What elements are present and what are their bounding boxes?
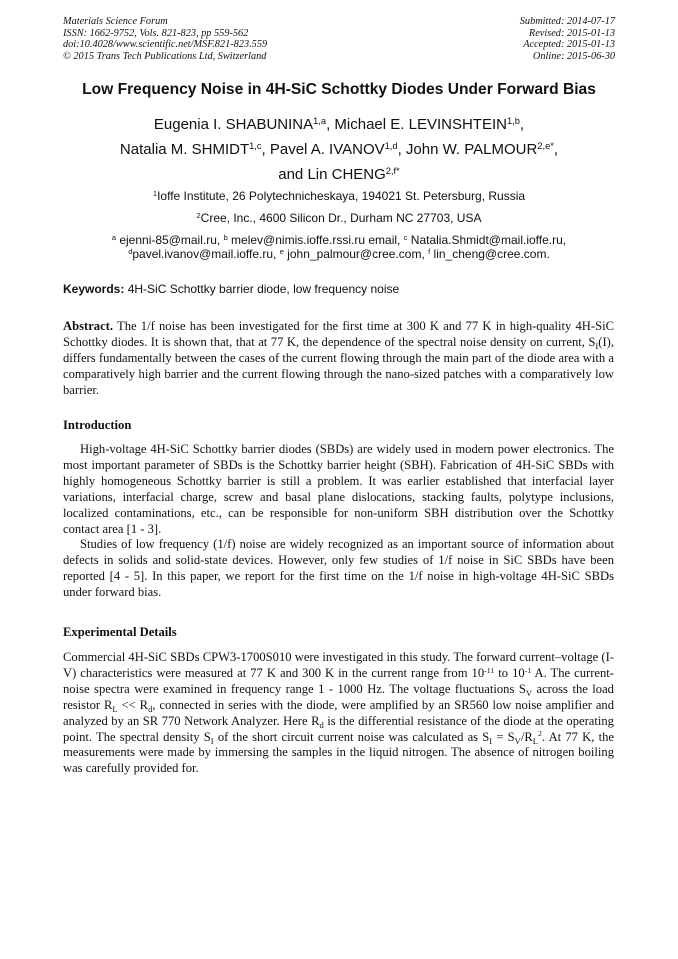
abstract — [63, 319, 614, 399]
author-line-1 — [0, 112, 678, 137]
experimental-body — [63, 650, 614, 777]
exp-text: A. The current-noise spectra were examined in frequency range 1 - 1000 Hz. The voltage fluctuations S — [63, 665, 614, 696]
email-link[interactable]: lin_cheng@cree.com. — [430, 247, 550, 261]
email-sup: c — [403, 232, 408, 242]
author-sup: 1,b — [506, 115, 520, 126]
email-link[interactable]: Natalia.Shmidt@mail.ioffe.ru, — [407, 233, 567, 247]
email-link[interactable]: ejenni-85@mail.ru, — [116, 233, 224, 247]
author-name: Lin CHENG — [307, 166, 386, 183]
exp-sub: V — [514, 735, 521, 746]
intro-paragraph-1: High-voltage 4H-SiC Schottky barrier diodes (SBDs) are widely used in modern power electronics. The most important parameter of SBDs is the Schottky barrier height (SBH). Fabrication of 4H-SiC SBDs with highly homogeneous Schottky barrier is still a problem. It was earlier established that interfacial layer variations, interfacial charge, screw and basal plane dislocations, stacking faults, polytype inclusions, localized contaminations, etc., can be responsible for non-uniform SBH distribution over the Schottky contact area [1 - 3]. — [63, 442, 614, 536]
exp-sub: L — [112, 703, 118, 714]
author-sep: , — [261, 141, 270, 158]
exp-sub: V — [525, 687, 533, 698]
email-link[interactable]: melev@nimis.ioffe.rssi.ru email, — [227, 233, 404, 247]
journal-name: Materials Science Forum — [63, 16, 168, 27]
keywords-text: 4H-SiC Schottky barrier diode, low frequency noise — [124, 282, 400, 296]
abstract-text: (I), differs fundamentally between the cases of the current flowing through the main part of the diode area with a comparatively high barrier and the current flowing through the nano-sized patches with a comparatively low barrier. — [63, 334, 614, 397]
exp-text: across the load resistor R — [63, 681, 614, 712]
affiliation-sup: 2 — [196, 210, 201, 220]
affiliation-text: Ioffe Institute, 26 Polytechnicheskaya, 194021 St. Petersburg, Russia — [157, 189, 526, 203]
author-sup: 1,d — [384, 140, 398, 151]
abstract-sub: I — [595, 340, 599, 351]
intro-body — [63, 442, 614, 601]
abstract-label: Abstract. — [63, 319, 114, 333]
email-sup: f — [428, 246, 431, 256]
intro-heading: Introduction — [63, 418, 132, 432]
author-sup: 1,a — [313, 115, 327, 126]
exp-text: is the differential resistance of the diode at the operating point. The spectral density S — [63, 713, 614, 744]
author-name: Pavel A. IVANOV — [269, 141, 385, 158]
author-prefix: and — [278, 166, 308, 183]
exp-text: to 10 — [494, 665, 525, 680]
author-line-2 — [0, 137, 678, 162]
email-link[interactable]: john_palmour@cree.com, — [283, 247, 429, 261]
author-sep: , — [519, 116, 525, 133]
affiliation-2 — [0, 211, 678, 226]
exp-sub: d — [148, 703, 153, 714]
exp-text: << R — [117, 697, 149, 712]
author-sup: 1,c — [249, 140, 262, 151]
email-sup: b — [223, 232, 228, 242]
doi-line: doi:10.4028/www.scientific.net/MSF.821-823.559 — [63, 39, 268, 51]
exp-text: Commercial 4H-SiC SBDs CPW3-1700S010 were investigated in this study. The forward current–voltage (I-V) characteristics were measured at 77 K and 300 K in the current range from 10 — [63, 650, 614, 680]
email-link[interactable]: pavel.ivanov@mail.ioffe.ru, — [132, 247, 280, 261]
author-name: Eugenia I. SHABUNINA — [153, 116, 314, 133]
dates-info — [520, 16, 615, 62]
issn-line: ISSN: 1662-9752, Vols. 821-823, pp 559-562 — [63, 27, 249, 39]
online-date: Online: 2015-06-30 — [532, 50, 615, 62]
copyright-line: © 2015 Trans Tech Publications Ltd, Switzerland — [63, 50, 267, 62]
author-sep: , — [397, 141, 406, 158]
author-sup: 2,f* — [385, 165, 400, 176]
author-line-3 — [0, 162, 678, 187]
exp-sub: I — [489, 735, 493, 746]
exp-text: . At 77 K, the measurements were made by immersing the samples in the liquid nitrogen. The absence of nitrogen boiling was carefully provided for. — [63, 729, 615, 776]
exp-sub: I — [210, 735, 214, 746]
keywords-label: Keywords: — [63, 282, 125, 296]
experimental-heading: Experimental Details — [63, 625, 177, 639]
affiliation-sup: 1 — [152, 188, 158, 198]
author-list — [0, 112, 678, 187]
paper-title: Low Frequency Noise in 4H-SiC Schottky Diodes Under Forward Bias — [82, 81, 596, 98]
email-line-1 — [0, 233, 678, 248]
author-name: Natalia M. SHMIDT — [119, 141, 250, 158]
exp-sub: d — [319, 719, 324, 730]
affiliation-text: Cree, Inc., 4600 Silicon Dr., Durham NC 27703, USA — [200, 211, 482, 225]
intro-paragraph-2: Studies of low frequency (1/f) noise are widely recognized as an important source of information about defects in solids and solid-state devices. However, only few studies of 1/f noise in SiC SBDs have been reported [4 - 5]. In this paper, we report for the first time on the 1/f noise in high-voltage 4H-SiC SBDs under forward bias. — [63, 537, 614, 600]
accepted-date: Accepted: 2015-01-13 — [523, 39, 615, 51]
journal-info — [63, 16, 267, 62]
keywords — [63, 282, 399, 296]
email-sup: e — [279, 246, 284, 256]
exp-sub: L — [532, 735, 538, 746]
affiliation-1 — [0, 189, 678, 204]
author-sep: , — [326, 116, 335, 133]
email-sup: a — [111, 232, 116, 242]
author-name: Michael E. LEVINSHTEIN — [334, 116, 507, 133]
exp-text: = S — [492, 729, 515, 744]
exp-text: , connected in series with the diode, were amplified by an SR560 low noise amplifier and analyzed by an SR 770 Network Analyzer. Here R — [63, 697, 615, 728]
revised-date: Revised: 2015-01-13 — [528, 27, 615, 39]
submitted-date: Submitted: 2014-07-17 — [519, 16, 615, 27]
email-line-2 — [0, 247, 678, 262]
email-sup: d — [128, 246, 133, 256]
exp-sup: -1 — [524, 665, 532, 675]
exp-sup: 2 — [538, 729, 542, 739]
exp-sup: -11 — [484, 665, 495, 675]
author-sup: 2,e* — [537, 140, 554, 151]
author-sep: , — [553, 141, 559, 158]
exp-text: of the short circuit current noise was calculated as S — [213, 729, 490, 744]
abstract-text: The 1/f noise has been investigated for the first time at 300 K and 77 K in high-quality 4H-SiC Schottky diodes. It is shown that, that at 77 K, the dependence of the spectral noise density on current, S — [63, 319, 614, 349]
author-name: John W. PALMOUR — [405, 141, 538, 158]
exp-text: /R — [520, 729, 533, 744]
